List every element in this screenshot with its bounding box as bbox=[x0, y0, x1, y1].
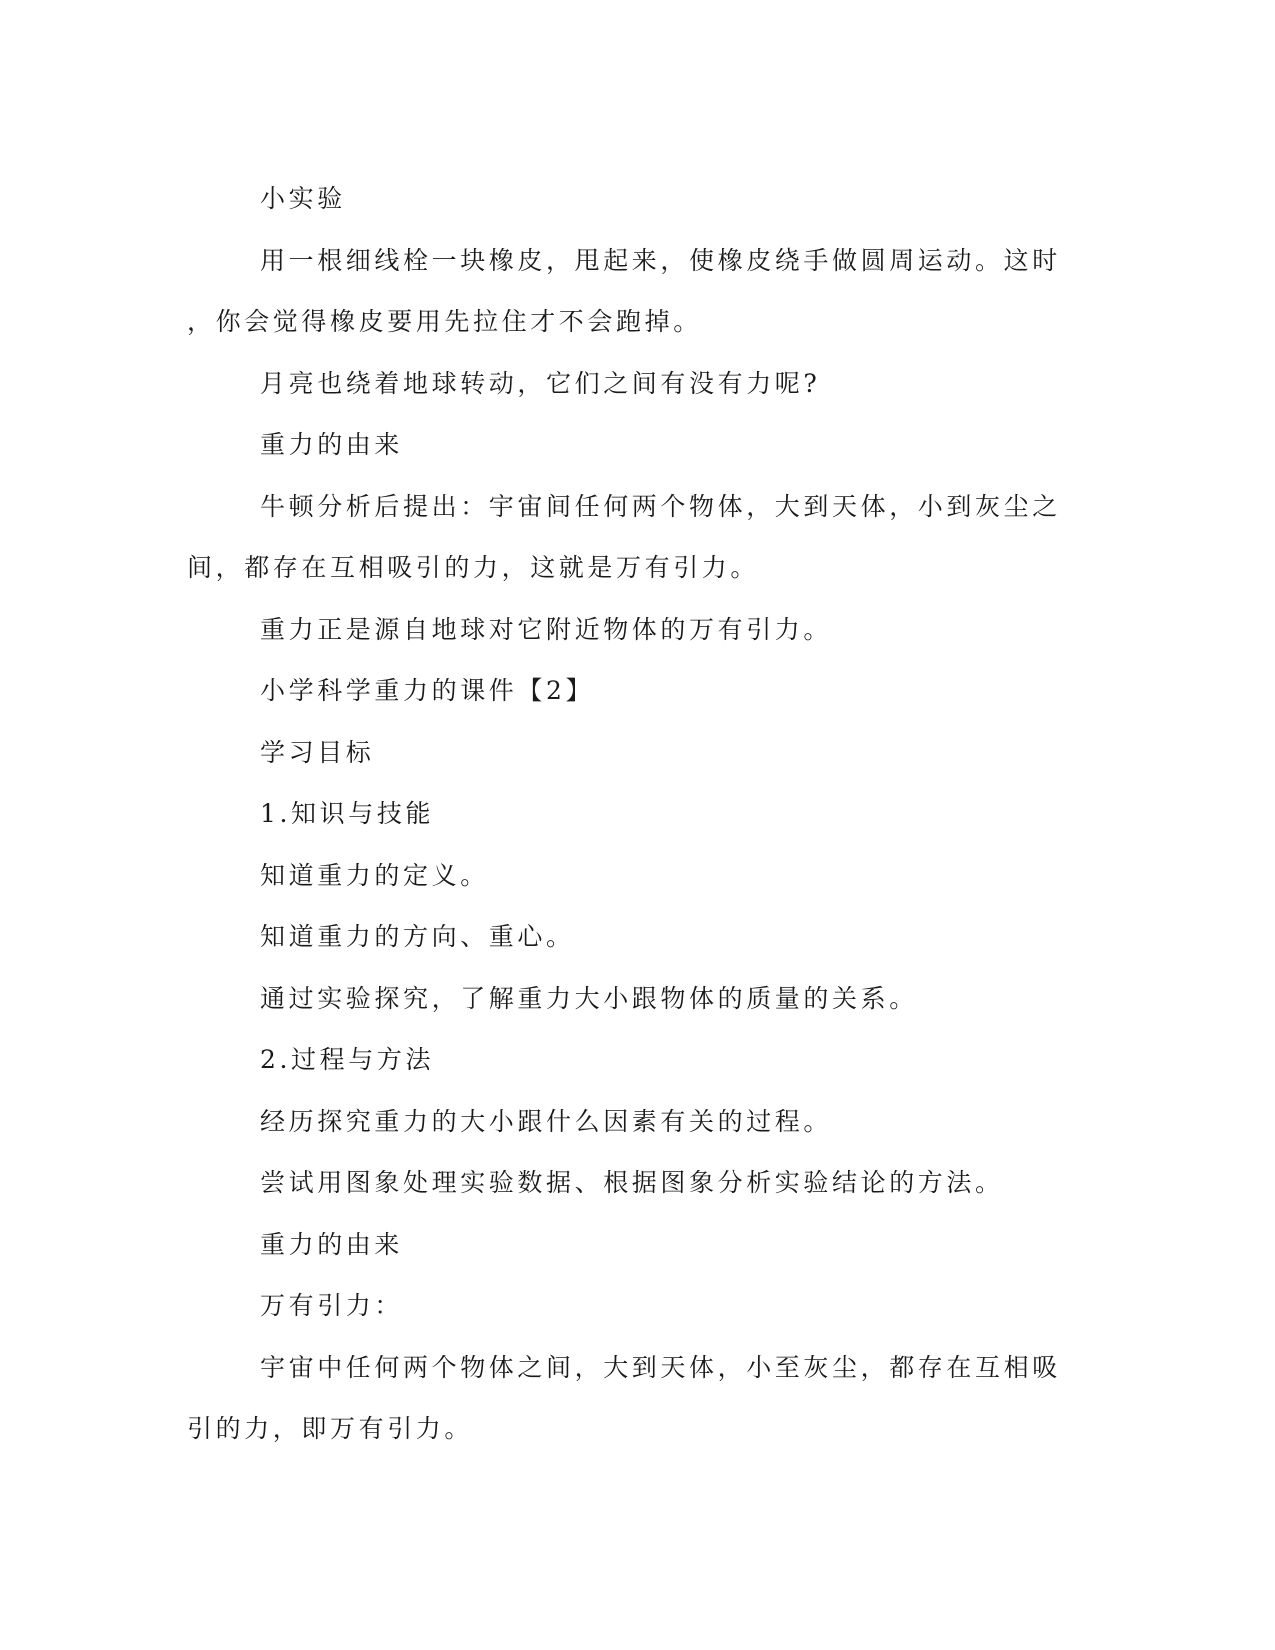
paragraph-line: 用一根细线栓一块橡皮，甩起来，使橡皮绕手做圆周运动。这时 bbox=[260, 245, 1061, 275]
paragraph-line: 通过实验探究，了解重力大小跟物体的质量的关系。 bbox=[260, 983, 918, 1013]
document-body bbox=[187, 168, 1067, 1460]
heading-origin-of-gravity: 重力的由来 bbox=[260, 430, 404, 459]
paragraph-line: 牛顿分析后提出：宇宙间任何两个物体，大到天体，小到灰尘之 bbox=[260, 491, 1061, 521]
subheading-knowledge-skills: 1.知识与技能 bbox=[260, 799, 435, 828]
section-title: 小学科学重力的课件【2】 bbox=[260, 676, 595, 705]
paragraph-line: 重力正是源自地球对它附近物体的万有引力。 bbox=[260, 614, 833, 644]
paragraph-line: 间，都存在互相吸引的力，这就是万有引力。 bbox=[187, 553, 760, 582]
heading-learning-goals: 学习目标 bbox=[260, 737, 375, 767]
paragraph-line: 经历探究重力的大小跟什么因素有关的过程。 bbox=[260, 1106, 833, 1136]
heading-universal-gravitation: 万有引力： bbox=[260, 1291, 404, 1320]
paragraph-line: 知道重力的定义。 bbox=[260, 860, 489, 890]
paragraph-line: 宇宙中任何两个物体之间，大到天体，小至灰尘，都存在互相吸 bbox=[260, 1352, 1061, 1382]
paragraph-line: 引的力，即万有引力。 bbox=[187, 1414, 474, 1443]
heading-small-experiment: 小实验 bbox=[260, 184, 346, 213]
paragraph-line: 知道重力的方向、重心。 bbox=[260, 922, 575, 951]
paragraph-line: 月亮也绕着地球转动，它们之间有没有力呢? bbox=[260, 368, 821, 398]
subheading-process-methods: 2.过程与方法 bbox=[260, 1045, 435, 1074]
paragraph-line: 尝试用图象处理实验数据、根据图象分析实验结论的方法。 bbox=[260, 1168, 1004, 1197]
heading-origin-of-gravity: 重力的由来 bbox=[260, 1229, 404, 1259]
paragraph-line: ，你会觉得橡皮要用先拉住才不会跑掉。 bbox=[187, 307, 702, 336]
